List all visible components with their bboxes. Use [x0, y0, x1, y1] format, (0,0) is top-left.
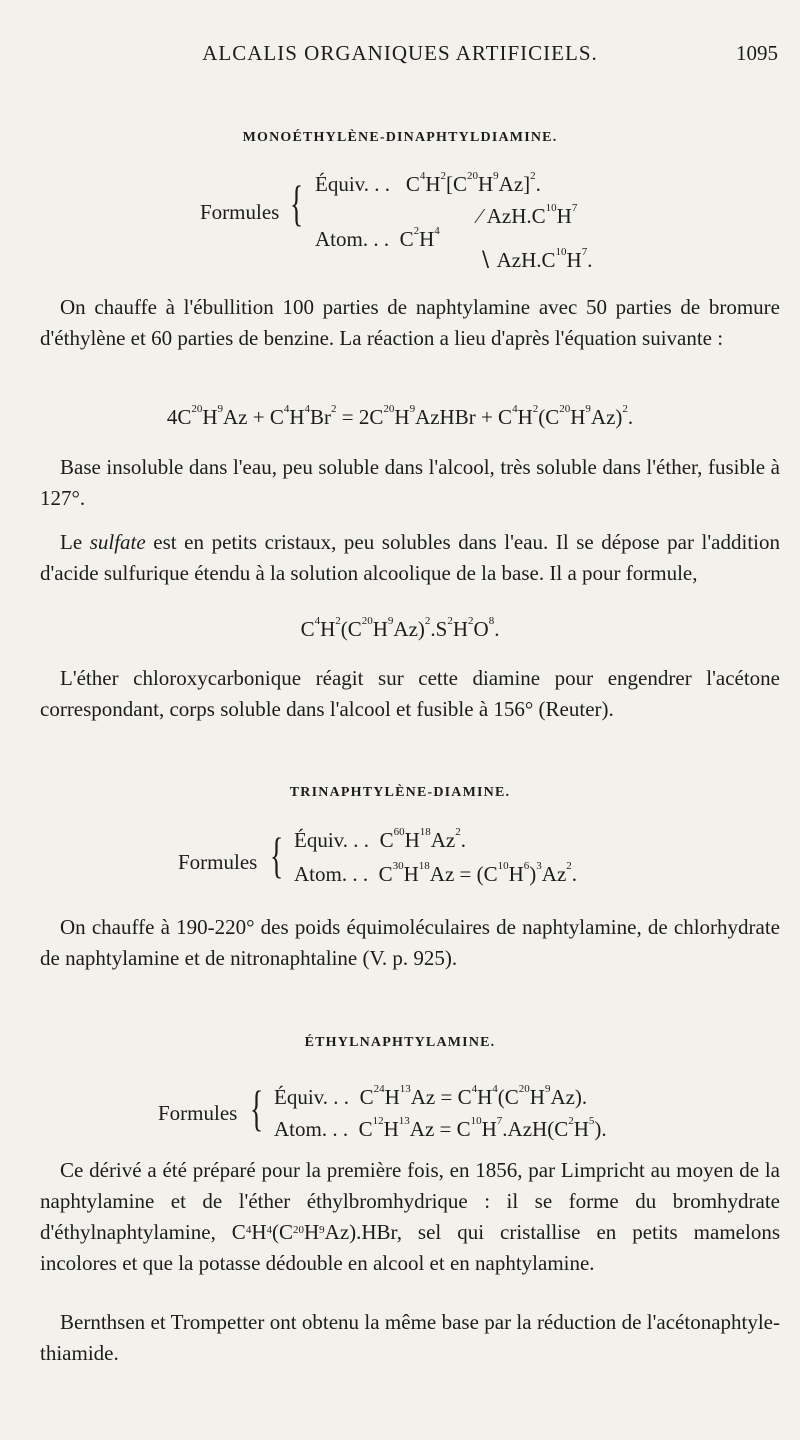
brace-icon: {: [270, 827, 284, 883]
formula-atom: Atom. . . $C^{30}H^{18}Az = (C^{10}H^6)^3Az^2$.: [294, 860, 578, 886]
formula-atom: Atom. . . $C^2H^4$: [315, 225, 440, 251]
brace-icon: {: [290, 175, 304, 231]
page-number: 1095: [736, 41, 778, 65]
reaction-equation: $4C^{20}H^9Az + C^4H^4Br^2$ = $2C^{20}H^9AzHBr + C^4H^2(C^{20}H^9Az)^2$.: [166, 403, 634, 429]
atom-label: Atom. . .: [315, 227, 390, 251]
paragraph: Base insoluble dans l'eau, peu soluble dans l'alcool, très soluble dans l'éther, fusible à 127°.: [40, 455, 780, 510]
section-title: MONOÉTHYLÈNE-DINAPHTYLDIAMINE.: [242, 130, 558, 145]
paragraph: On chauffe à 190-220° des poids équimoléculaires de naphtylamine, de chlorhydrate de naphtylamine et de nitronaphtaline (V. p. 925).: [40, 915, 780, 970]
sulfate-formula: $C^4H^2(C^{20}H^9Az)^2.S^2H^2O^8$.: [300, 615, 500, 641]
italic-term: sulfate: [89, 530, 146, 554]
paragraph: On chauffe à l'ébullition 100 parties de naphtylamine avec 50 parties de bromure d'éthylène et 60 parties de benzine. La réaction a lieu d'après l'équation suivante :: [40, 295, 780, 350]
paragraph: Bernthsen et Trompetter ont obtenu la même base par la réduction de l'acétonaphtyle-thiamide.: [40, 1310, 780, 1365]
section-title: TRINAPHTYLÈNE-DIAMINE.: [289, 785, 511, 800]
equiv-label: Équiv. . .: [315, 172, 391, 196]
formula-label: Formules: [200, 200, 280, 224]
section-title: ÉTHYLNAPHTYLAMINE.: [304, 1035, 496, 1050]
formula-equiv: Équiv. . . $C^{24}H^{13}Az = C^4H^4(C^{20}H^9Az)$.: [274, 1083, 588, 1109]
formula-atom: Atom. . . $C^{12}H^{13}Az = C^{10}H^7.AzH(C^2H^5)$.: [274, 1115, 607, 1141]
formula-equiv: Équiv. . . $C^{60}H^{18}Az^2$.: [294, 826, 466, 852]
formula-equiv: Équiv. . . $C^4H^2[C^{20}H^9Az]^2$.: [315, 170, 541, 196]
formula-label: Formules: [158, 1101, 238, 1125]
running-header: ALCALIS ORGANIQUES ARTIFICIELS.: [202, 41, 598, 65]
paragraph: Ce dérivé a été préparé pour la première fois, en 1856, par Limpricht au moyen de la naphtylamine et de l'éther éthylbromhydrique : il se forme du bromhydrate d'éthylnaphtylamine, $C^4H^4(C^{20}H^9Az).HBr$, sel qui cristallise en petits mamelons incolores et que la potasse dédouble en alcool et en naphtylamine.: [40, 1158, 780, 1275]
formula-atom-branch: ⁄ $AzH.C^{10}H^7$: [478, 202, 578, 228]
paragraph: L'éther chloroxycarbonique réagit sur cette diamine pour engendrer l'acétone correspondant, corps soluble dans l'alcool et fusible à 156° (Reuter).: [40, 666, 780, 721]
formula-atom-branch: ∖ $AzH.C^{10}H^7$.: [478, 246, 593, 272]
formula-label: Formules: [178, 850, 258, 874]
paragraph: Le sulfate est en petits cristaux, peu solubles dans l'eau. Il se dépose par l'addition d'acide sulfurique étendu à la solution alcoolique de la base. Il a pour formule,: [40, 530, 780, 585]
brace-icon: {: [250, 1080, 264, 1136]
